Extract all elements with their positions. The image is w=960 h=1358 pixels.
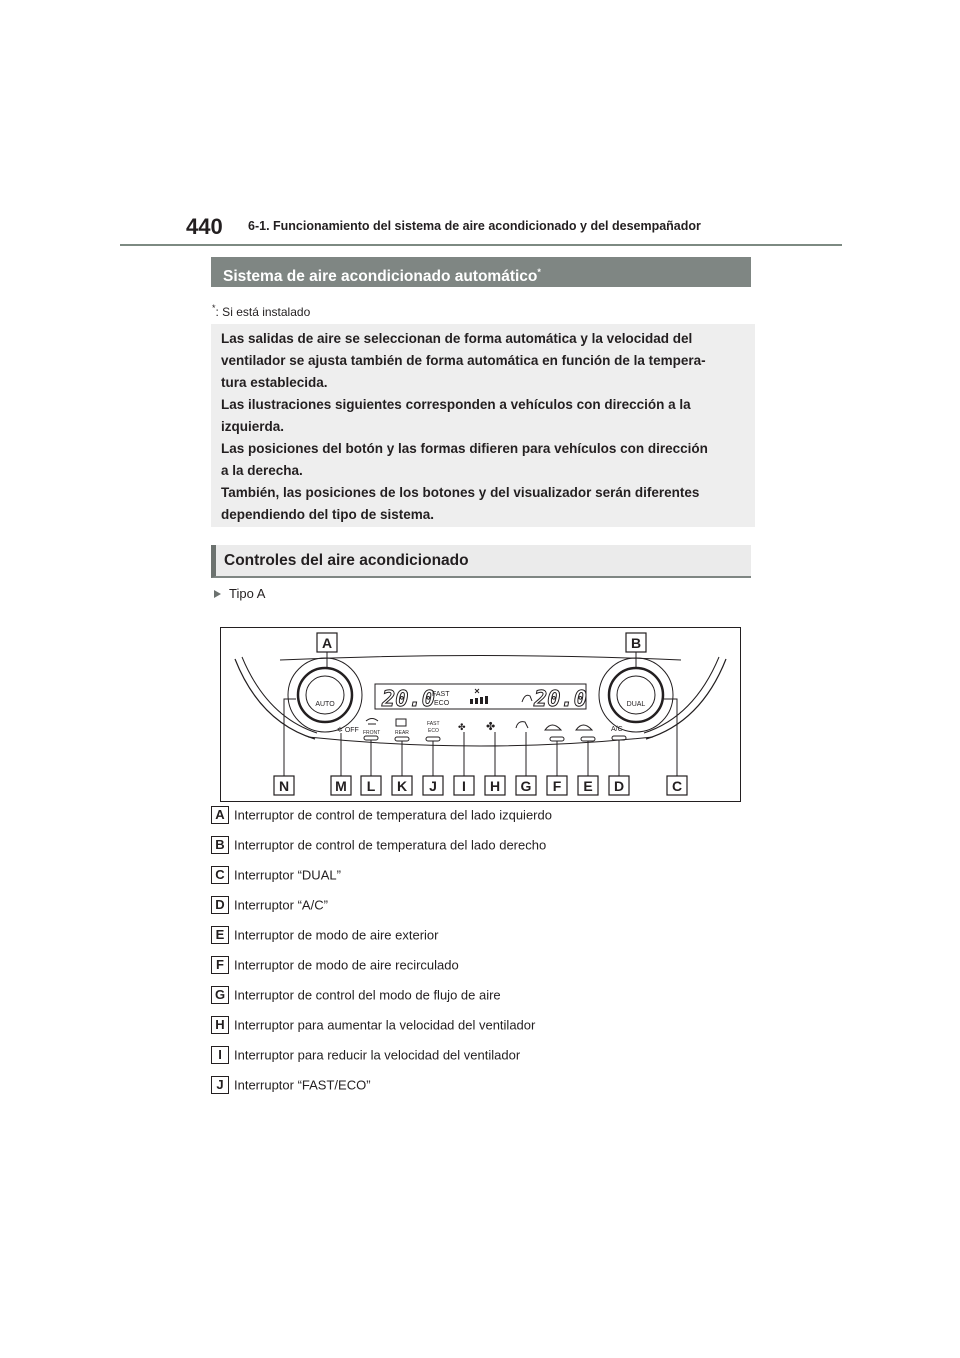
legend-text: Interruptor de modo de aire exterior <box>234 927 439 943</box>
legend-item <box>211 1046 520 1064</box>
callout-n <box>274 776 294 795</box>
page-number: 440 <box>186 214 223 239</box>
knob-dual-label: DUAL <box>626 701 646 708</box>
svg-text:J: J <box>429 778 437 794</box>
legend-item <box>211 1016 535 1034</box>
btn-rear-label: REAR <box>395 730 409 736</box>
callout-m <box>331 776 351 795</box>
footnote-text: : Si está instalado <box>215 305 311 319</box>
legend-item <box>211 986 501 1004</box>
legend-key: D <box>211 896 229 914</box>
legend-text: Interruptor de control del modo de flujo de aire <box>234 987 501 1003</box>
legend-item <box>211 926 439 944</box>
footnote <box>212 303 310 319</box>
legend-key: A <box>211 806 229 824</box>
svg-text:N: N <box>278 778 290 794</box>
intro-line: También, las posiciones de los botones y del visualizador serán diferentes <box>221 485 700 500</box>
callout-g <box>516 776 536 795</box>
legend-item <box>211 866 341 884</box>
knob-auto-label: AUTO <box>315 701 335 708</box>
legend-text: Interruptor de modo de aire recirculado <box>234 957 459 973</box>
legend-item <box>211 806 552 824</box>
ac-control-panel-figure <box>220 627 741 802</box>
svg-text:A: A <box>321 635 333 651</box>
fan-up-icon: ✤ <box>486 720 496 733</box>
legend-text: Interruptor “FAST/ECO” <box>234 1077 371 1093</box>
callout-d <box>609 776 629 795</box>
callout-f <box>547 776 567 795</box>
callout-k <box>392 776 412 795</box>
svg-text:I: I <box>462 778 466 794</box>
btn-fast-label: FAST <box>427 721 440 727</box>
section-title-mark: * <box>537 267 541 277</box>
callout-j <box>423 776 443 795</box>
intro-line: Las salidas de aire se seleccionan de forma automática y la velocidad del <box>221 331 693 346</box>
svg-text:B: B <box>630 635 642 651</box>
svg-text:E: E <box>583 778 593 794</box>
subhead-text: Tipo A <box>229 586 266 601</box>
svg-text:D: D <box>613 778 625 794</box>
intro-line: Las posiciones del botón y las formas difieren para vehículos con dirección <box>221 441 708 456</box>
section-title-auto-ac <box>211 257 751 287</box>
callout-h <box>485 776 505 795</box>
legend-text: Interruptor para aumentar la velocidad del ventilador <box>234 1017 536 1033</box>
legend-text: Interruptor “DUAL” <box>234 867 341 883</box>
legend-key: G <box>211 986 229 1004</box>
callout-i <box>454 776 474 795</box>
callout-l <box>361 776 381 795</box>
legend-item <box>211 1076 371 1094</box>
section-title-controls: Controles del aire acondicionado <box>211 545 751 578</box>
footnote-mark: * <box>212 303 216 313</box>
btn-ac-label: A/C <box>611 726 623 733</box>
legend-key: F <box>211 956 229 974</box>
section-title-text: Sistema de aire acondicionado automático <box>223 268 538 286</box>
intro-line: a la derecha. <box>221 463 303 478</box>
legend-text: Interruptor de control de temperatura del lado izquierdo <box>234 807 552 823</box>
legend-text: Interruptor de control de temperatura del lado derecho <box>234 837 547 853</box>
callout-e <box>578 776 598 795</box>
intro-line: tura establecida. <box>221 375 328 390</box>
callout-c <box>667 776 687 795</box>
display-fast: FAST <box>432 691 450 698</box>
intro-line: Las ilustraciones siguientes corresponden a vehículos con dirección a la <box>221 397 691 412</box>
legend-key: E <box>211 926 229 944</box>
legend-item <box>211 956 459 974</box>
legend-text: Interruptor para reducir la velocidad del ventilador <box>234 1047 521 1063</box>
legend-item <box>211 896 328 914</box>
triangle-bullet-icon <box>214 590 221 598</box>
callout-a <box>317 633 337 652</box>
subhead-type-a <box>214 586 265 601</box>
intro-line: izquierda. <box>221 419 285 434</box>
btn-off-label: ✲ OFF <box>337 727 359 734</box>
fan-down-icon: ✤ <box>458 723 466 733</box>
legend-text: Interruptor “A/C” <box>234 897 328 913</box>
running-head: 6-1. Funcionamiento del sistema de aire acondicionado y del desempañador <box>248 219 701 233</box>
svg-text:G: G <box>520 778 532 794</box>
svg-text:L: L <box>366 778 376 794</box>
intro-line: dependiendo del tipo de sistema. <box>221 507 435 522</box>
intro-box <box>211 324 755 527</box>
svg-text:M: M <box>335 778 347 794</box>
legend-item <box>211 836 546 854</box>
svg-text:K: K <box>396 778 408 794</box>
svg-text:H: H <box>489 778 501 794</box>
svg-text:C: C <box>671 778 683 794</box>
legend-key: B <box>211 836 229 854</box>
header-rule <box>120 244 842 246</box>
intro-line: ventilador se ajusta también de forma automática en función de la tempera- <box>221 353 706 368</box>
legend-key: I <box>211 1046 229 1064</box>
btn-eco-label: ECO <box>428 728 439 734</box>
legend-key: H <box>211 1016 229 1034</box>
btn-front-label: FRONT <box>363 730 381 736</box>
legend-key: J <box>211 1076 229 1094</box>
display-eco: ECO <box>434 700 450 707</box>
callout-b <box>626 633 646 652</box>
display-right-temp: 20.0 <box>534 687 587 712</box>
svg-text:F: F <box>552 778 562 794</box>
legend-key: C <box>211 866 229 884</box>
display-left-temp: 20.0 <box>382 687 435 712</box>
